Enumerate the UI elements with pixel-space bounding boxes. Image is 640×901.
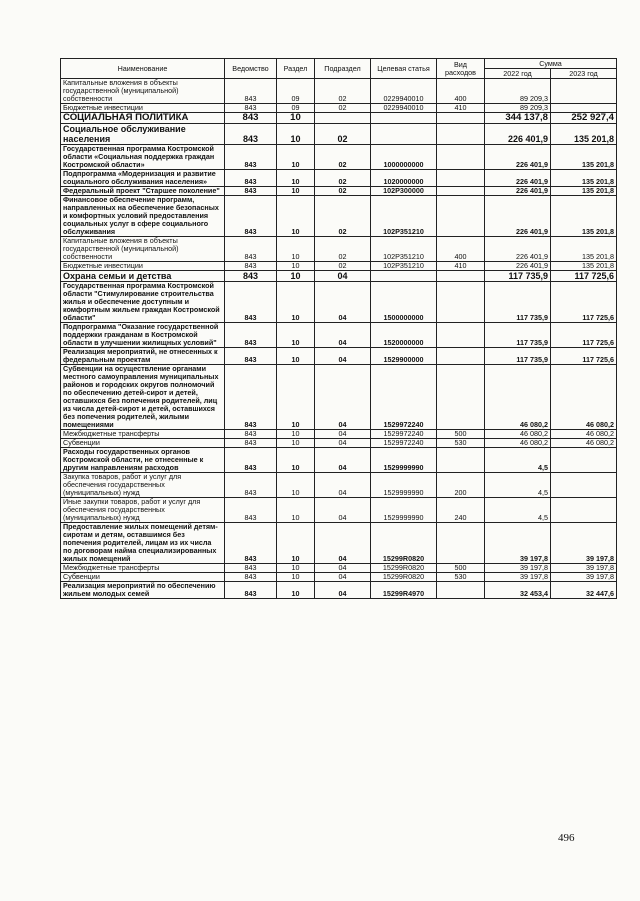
cell-vedomstvo: 843 xyxy=(225,271,277,282)
table-row xyxy=(61,196,617,237)
header-sum: Сумма xyxy=(485,59,617,69)
cell-expense-type xyxy=(437,582,485,599)
cell-name: Капитальные вложения в объекты государственной (муниципальной) собственности xyxy=(61,237,225,262)
cell-expense-type: 500 xyxy=(437,564,485,573)
cell-razdel: 10 xyxy=(277,573,315,582)
cell-target-article xyxy=(371,113,437,124)
cell-name: Субвенции xyxy=(61,573,225,582)
table-row xyxy=(61,124,617,145)
table-row xyxy=(61,237,617,262)
cell-sum-2023: 117 725,6 xyxy=(551,348,617,365)
table-row xyxy=(61,582,617,599)
cell-sum-2023: 117 725,6 xyxy=(551,282,617,323)
cell-vedomstvo: 843 xyxy=(225,196,277,237)
budget-table xyxy=(60,58,617,599)
cell-vedomstvo: 843 xyxy=(225,187,277,196)
cell-target-article: 0229940010 xyxy=(371,79,437,104)
cell-sum-2023 xyxy=(551,104,617,113)
cell-target-article: 15299R0820 xyxy=(371,523,437,564)
cell-razdel: 10 xyxy=(277,237,315,262)
cell-razdel: 10 xyxy=(277,187,315,196)
cell-sum-2022: 46 080,2 xyxy=(485,365,551,430)
cell-sum-2022: 32 453,4 xyxy=(485,582,551,599)
cell-sum-2022: 4,5 xyxy=(485,448,551,473)
table-row xyxy=(61,113,617,124)
table-header xyxy=(61,59,617,79)
cell-sum-2023 xyxy=(551,448,617,473)
document-page xyxy=(60,58,617,599)
cell-podrazdel: 02 xyxy=(315,104,371,113)
cell-podrazdel: 02 xyxy=(315,79,371,104)
header-podrazdel: Подраздел xyxy=(315,59,371,79)
cell-sum-2023 xyxy=(551,498,617,523)
table-row xyxy=(61,348,617,365)
cell-vedomstvo: 843 xyxy=(225,145,277,170)
cell-expense-type xyxy=(437,282,485,323)
cell-razdel: 10 xyxy=(277,448,315,473)
cell-sum-2022: 226 401,9 xyxy=(485,145,551,170)
table-body xyxy=(61,79,617,599)
cell-name: Предоставление жилых помещений детям-сиротам и детям, оставшимся без попечения родителей, лицам из их числа по договорам найма специализированных жилых помещений xyxy=(61,523,225,564)
cell-razdel: 10 xyxy=(277,498,315,523)
cell-name: Подпрограмма «Модернизация и развитие социального обслуживания населения» xyxy=(61,170,225,187)
table-row xyxy=(61,282,617,323)
cell-expense-type xyxy=(437,187,485,196)
cell-name: Бюджетные инвестиции xyxy=(61,262,225,271)
cell-sum-2023: 135 201,8 xyxy=(551,196,617,237)
cell-target-article: 1500000000 xyxy=(371,282,437,323)
table-row xyxy=(61,473,617,498)
cell-razdel: 10 xyxy=(277,282,315,323)
table-row xyxy=(61,498,617,523)
cell-sum-2023: 32 447,6 xyxy=(551,582,617,599)
cell-podrazdel: 04 xyxy=(315,448,371,473)
cell-sum-2022: 117 735,9 xyxy=(485,323,551,348)
cell-sum-2023: 252 927,4 xyxy=(551,113,617,124)
cell-podrazdel: 04 xyxy=(315,573,371,582)
cell-sum-2023: 135 201,8 xyxy=(551,170,617,187)
header-razdel: Раздел xyxy=(277,59,315,79)
cell-vedomstvo: 843 xyxy=(225,498,277,523)
cell-name: Межбюджетные трансферты xyxy=(61,564,225,573)
table-row xyxy=(61,187,617,196)
cell-expense-type xyxy=(437,113,485,124)
cell-podrazdel: 04 xyxy=(315,498,371,523)
cell-vedomstvo: 843 xyxy=(225,170,277,187)
cell-target-article: 102P351210 xyxy=(371,196,437,237)
cell-podrazdel: 04 xyxy=(315,582,371,599)
cell-sum-2022: 89 209,3 xyxy=(485,79,551,104)
cell-sum-2023: 46 080,2 xyxy=(551,430,617,439)
cell-podrazdel xyxy=(315,113,371,124)
cell-razdel: 10 xyxy=(277,196,315,237)
header-year-2023: 2023 год xyxy=(551,69,617,79)
table-row xyxy=(61,170,617,187)
cell-podrazdel: 02 xyxy=(315,237,371,262)
cell-sum-2023 xyxy=(551,473,617,498)
cell-sum-2023: 39 197,8 xyxy=(551,523,617,564)
table-row xyxy=(61,573,617,582)
cell-vedomstvo: 843 xyxy=(225,124,277,145)
cell-vedomstvo: 843 xyxy=(225,348,277,365)
cell-expense-type xyxy=(437,170,485,187)
cell-sum-2023: 135 201,8 xyxy=(551,145,617,170)
cell-podrazdel: 04 xyxy=(315,282,371,323)
cell-target-article: 1529972240 xyxy=(371,430,437,439)
cell-podrazdel: 02 xyxy=(315,145,371,170)
cell-sum-2023: 135 201,8 xyxy=(551,262,617,271)
cell-expense-type xyxy=(437,196,485,237)
cell-expense-type xyxy=(437,124,485,145)
cell-name: СОЦИАЛЬНАЯ ПОЛИТИКА xyxy=(61,113,225,124)
cell-sum-2022: 117 735,9 xyxy=(485,348,551,365)
cell-vedomstvo: 843 xyxy=(225,430,277,439)
cell-expense-type: 200 xyxy=(437,473,485,498)
cell-sum-2023: 135 201,8 xyxy=(551,187,617,196)
cell-name: Межбюджетные трансферты xyxy=(61,430,225,439)
cell-target-article: 0229940010 xyxy=(371,104,437,113)
cell-name: Подпрограмма "Оказание государственной поддержки гражданам в Костромской области в улучшении жилищных условий" xyxy=(61,323,225,348)
cell-razdel: 10 xyxy=(277,262,315,271)
cell-target-article: 15299R4970 xyxy=(371,582,437,599)
cell-vedomstvo: 843 xyxy=(225,582,277,599)
cell-expense-type xyxy=(437,448,485,473)
header-vedomstvo: Ведомство xyxy=(225,59,277,79)
cell-razdel: 10 xyxy=(277,473,315,498)
cell-sum-2022: 344 137,8 xyxy=(485,113,551,124)
cell-sum-2022: 226 401,9 xyxy=(485,124,551,145)
cell-razdel: 10 xyxy=(277,170,315,187)
cell-podrazdel: 02 xyxy=(315,170,371,187)
cell-sum-2022: 39 197,8 xyxy=(485,564,551,573)
cell-target-article: 1529972240 xyxy=(371,365,437,430)
cell-razdel: 09 xyxy=(277,79,315,104)
cell-name: Расходы государственных органов Костромской области, не отнесенные к другим направлениям расходов xyxy=(61,448,225,473)
cell-target-article xyxy=(371,271,437,282)
cell-podrazdel: 04 xyxy=(315,271,371,282)
header-year-2022: 2022 год xyxy=(485,69,551,79)
cell-sum-2022: 39 197,8 xyxy=(485,573,551,582)
cell-podrazdel: 04 xyxy=(315,523,371,564)
cell-name: Федеральный проект "Старшее поколение" xyxy=(61,187,225,196)
cell-expense-type: 400 xyxy=(437,79,485,104)
cell-name: Капитальные вложения в объекты государственной (муниципальной) собственности xyxy=(61,79,225,104)
cell-name: Финансовое обеспечение программ, направленных на обеспечение безопасных и комфортных условий предоставления социальных услуг в сфере социального обслуживания xyxy=(61,196,225,237)
cell-sum-2022: 226 401,9 xyxy=(485,237,551,262)
cell-target-article: 1529999990 xyxy=(371,498,437,523)
cell-sum-2022: 226 401,9 xyxy=(485,196,551,237)
table-row xyxy=(61,365,617,430)
cell-podrazdel: 02 xyxy=(315,124,371,145)
cell-podrazdel: 04 xyxy=(315,323,371,348)
cell-podrazdel: 02 xyxy=(315,262,371,271)
cell-expense-type: 400 xyxy=(437,237,485,262)
cell-razdel: 10 xyxy=(277,323,315,348)
cell-podrazdel: 02 xyxy=(315,187,371,196)
cell-sum-2022: 46 080,2 xyxy=(485,439,551,448)
table-row xyxy=(61,79,617,104)
cell-vedomstvo: 843 xyxy=(225,262,277,271)
cell-name: Охрана семьи и детства xyxy=(61,271,225,282)
cell-razdel: 09 xyxy=(277,104,315,113)
cell-sum-2023: 135 201,8 xyxy=(551,237,617,262)
cell-razdel: 10 xyxy=(277,365,315,430)
cell-razdel: 10 xyxy=(277,271,315,282)
cell-sum-2022: 39 197,8 xyxy=(485,523,551,564)
cell-expense-type: 500 xyxy=(437,430,485,439)
cell-name: Закупка товаров, работ и услуг для обеспечения государственных (муниципальных) нужд xyxy=(61,473,225,498)
cell-name: Субвенции на осуществление органами местного самоуправления муниципальных районов и городских округов полномочий по обеспечению детей-сирот и детей, оставшихся без попечения родителей, лиц из числа детей-сирот и детей, оставшихся без попечения родителей, жилыми помещениями xyxy=(61,365,225,430)
cell-vedomstvo: 843 xyxy=(225,237,277,262)
cell-expense-type: 530 xyxy=(437,439,485,448)
table-row xyxy=(61,145,617,170)
cell-target-article: 15299R0820 xyxy=(371,564,437,573)
table-row xyxy=(61,323,617,348)
cell-name: Государственная программа Костромской области «Социальная поддержка граждан Костромской области» xyxy=(61,145,225,170)
table-row xyxy=(61,439,617,448)
cell-podrazdel: 04 xyxy=(315,348,371,365)
cell-expense-type: 530 xyxy=(437,573,485,582)
cell-target-article xyxy=(371,124,437,145)
cell-razdel: 10 xyxy=(277,124,315,145)
cell-razdel: 10 xyxy=(277,564,315,573)
cell-podrazdel: 04 xyxy=(315,473,371,498)
cell-sum-2022: 226 401,9 xyxy=(485,187,551,196)
cell-expense-type xyxy=(437,323,485,348)
cell-expense-type xyxy=(437,271,485,282)
cell-razdel: 10 xyxy=(277,582,315,599)
cell-sum-2023: 46 080,2 xyxy=(551,439,617,448)
table-row xyxy=(61,564,617,573)
cell-vedomstvo: 843 xyxy=(225,104,277,113)
cell-expense-type xyxy=(437,145,485,170)
cell-expense-type: 240 xyxy=(437,498,485,523)
cell-name: Социальное обслуживание населения xyxy=(61,124,225,145)
table-row xyxy=(61,448,617,473)
table-row xyxy=(61,523,617,564)
cell-target-article: 1520000000 xyxy=(371,323,437,348)
cell-podrazdel: 04 xyxy=(315,365,371,430)
table-row xyxy=(61,104,617,113)
cell-target-article: 102P351210 xyxy=(371,237,437,262)
header-target-article: Целевая статья xyxy=(371,59,437,79)
cell-target-article: 1529900000 xyxy=(371,348,437,365)
cell-podrazdel: 04 xyxy=(315,430,371,439)
cell-vedomstvo: 843 xyxy=(225,473,277,498)
cell-vedomstvo: 843 xyxy=(225,365,277,430)
cell-razdel: 10 xyxy=(277,430,315,439)
cell-podrazdel: 02 xyxy=(315,196,371,237)
cell-sum-2022: 117 735,9 xyxy=(485,271,551,282)
cell-vedomstvo: 843 xyxy=(225,439,277,448)
cell-sum-2022: 4,5 xyxy=(485,473,551,498)
cell-name: Иные закупки товаров, работ и услуг для обеспечения государственных (муниципальных) нужд xyxy=(61,498,225,523)
cell-vedomstvo: 843 xyxy=(225,79,277,104)
cell-sum-2023: 39 197,8 xyxy=(551,564,617,573)
cell-sum-2022: 226 401,9 xyxy=(485,262,551,271)
table-row xyxy=(61,271,617,282)
cell-sum-2023: 117 725,6 xyxy=(551,323,617,348)
header-expense-type: Вид расходов xyxy=(437,59,485,79)
cell-sum-2022: 117 735,9 xyxy=(485,282,551,323)
cell-sum-2022: 4,5 xyxy=(485,498,551,523)
cell-razdel: 10 xyxy=(277,523,315,564)
cell-name: Субвенции xyxy=(61,439,225,448)
cell-sum-2023: 46 080,2 xyxy=(551,365,617,430)
cell-expense-type: 410 xyxy=(437,262,485,271)
cell-target-article: 102P300000 xyxy=(371,187,437,196)
cell-name: Бюджетные инвестиции xyxy=(61,104,225,113)
cell-vedomstvo: 843 xyxy=(225,282,277,323)
header-name: Наименование xyxy=(61,59,225,79)
cell-target-article: 1529999990 xyxy=(371,448,437,473)
cell-razdel: 10 xyxy=(277,348,315,365)
page-number: 496 xyxy=(558,832,575,844)
cell-expense-type: 410 xyxy=(437,104,485,113)
cell-vedomstvo: 843 xyxy=(225,573,277,582)
cell-sum-2023 xyxy=(551,79,617,104)
cell-vedomstvo: 843 xyxy=(225,113,277,124)
cell-expense-type xyxy=(437,365,485,430)
cell-vedomstvo: 843 xyxy=(225,323,277,348)
cell-expense-type xyxy=(437,523,485,564)
cell-razdel: 10 xyxy=(277,145,315,170)
cell-expense-type xyxy=(437,348,485,365)
cell-razdel: 10 xyxy=(277,113,315,124)
cell-razdel: 10 xyxy=(277,439,315,448)
table-row xyxy=(61,430,617,439)
cell-vedomstvo: 843 xyxy=(225,448,277,473)
cell-target-article: 1020000000 xyxy=(371,170,437,187)
cell-target-article: 15299R0820 xyxy=(371,573,437,582)
cell-name: Государственная программа Костромской области "Стимулирование строительства жилья и обеспечение доступным и комфортным жильем граждан Костромской области" xyxy=(61,282,225,323)
table-row xyxy=(61,262,617,271)
cell-sum-2022: 226 401,9 xyxy=(485,170,551,187)
cell-target-article: 1529999990 xyxy=(371,473,437,498)
cell-sum-2023: 135 201,8 xyxy=(551,124,617,145)
cell-podrazdel: 04 xyxy=(315,564,371,573)
cell-name: Реализация мероприятий по обеспечению жильем молодых семей xyxy=(61,582,225,599)
cell-target-article: 1529972240 xyxy=(371,439,437,448)
cell-sum-2022: 89 209,3 xyxy=(485,104,551,113)
cell-vedomstvo: 843 xyxy=(225,564,277,573)
cell-sum-2023: 117 725,6 xyxy=(551,271,617,282)
cell-target-article: 102P351210 xyxy=(371,262,437,271)
cell-vedomstvo: 843 xyxy=(225,523,277,564)
cell-podrazdel: 04 xyxy=(315,439,371,448)
cell-sum-2023: 39 197,8 xyxy=(551,573,617,582)
cell-name: Реализация мероприятий, не отнесенных к федеральным проектам xyxy=(61,348,225,365)
cell-sum-2022: 46 080,2 xyxy=(485,430,551,439)
cell-target-article: 1000000000 xyxy=(371,145,437,170)
